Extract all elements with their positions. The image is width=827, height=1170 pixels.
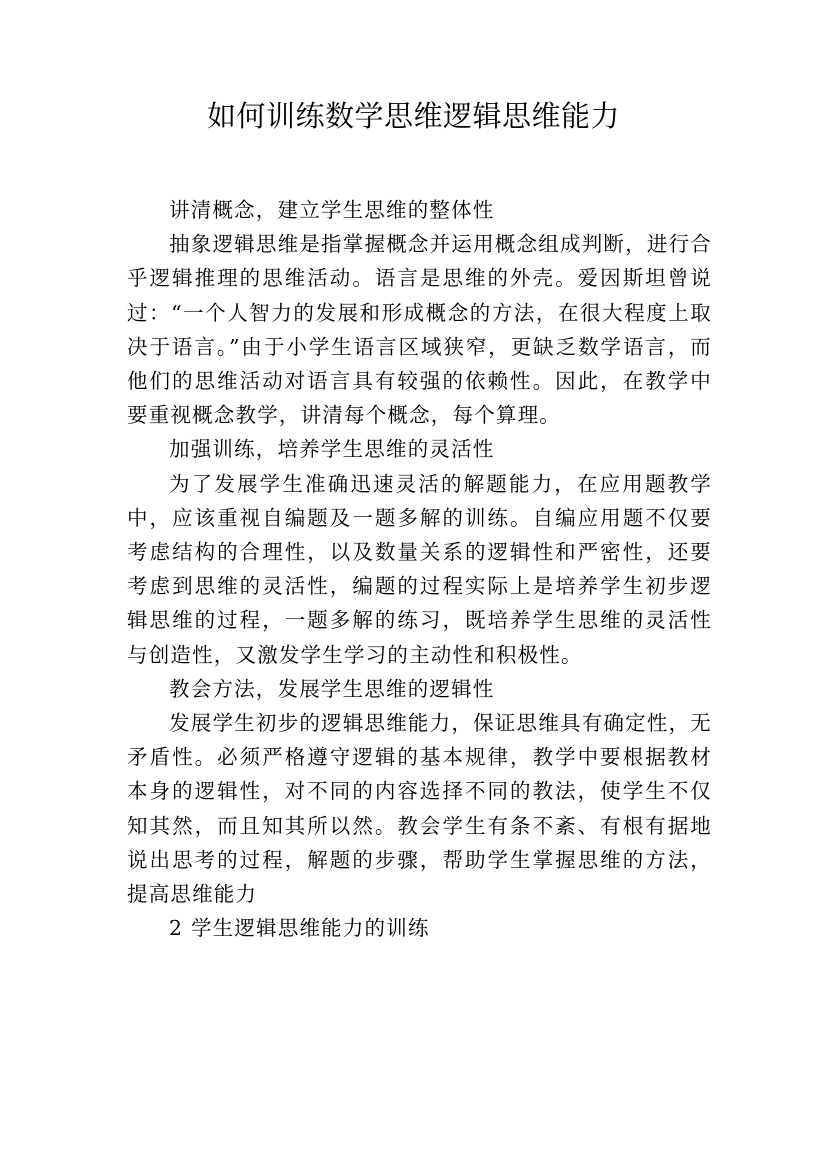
section-heading-3: 教会方法，发展学生思维的逻辑性 xyxy=(169,676,495,701)
closing-heading: 2 学生逻辑思维能力的训练 xyxy=(169,916,430,941)
section-paragraph-2: 为了发展学生准确迅速灵活的解题能力，在应用题教学中，应该重视自编题及一题多解的训练。自编应用题不仅要考虑结构的合理性，以及数量关系的逻辑性和严密性，还要考虑到思维的灵活性，编题的过程实际上是培养学生初步逻辑思维的过程，一题多解的练习，既培养学生思维的灵活性与创造性，又激发学生学习的主动性和积极性。 xyxy=(127,471,712,667)
section-heading-2: 加强训练，培养学生思维的灵活性 xyxy=(169,437,495,462)
document-title: 如何训练数学思维逻辑思维能力 xyxy=(206,99,620,133)
section-paragraph-3: 发展学生初步的逻辑思维能力，保证思维具有确定性，无矛盾性。必须严格遵守逻辑的基本规律，教学中要根据教材本身的逻辑性，对不同的内容选择不同的教法，使学生不仅知其然，而且知其所以然。教会学生有条不紊、有根有据地说出思考的过程，解题的步骤，帮助学生掌握思维的方法，提高思维能力 xyxy=(127,711,712,907)
document-body xyxy=(127,193,712,945)
section-paragraph-1: 抽象逻辑思维是指掌握概念并运用概念组成判断，进行合乎逻辑推理的思维活动。语言是思维的外壳。爱因斯坦曾说过：“一个人智力的发展和形成概念的方法，在很大程度上取决于语言。”由于小学生语言区域狭窄，更缺乏数学语言，而他们的思维活动对语言具有较强的依赖性。因此，在教学中要重视概念教学，讲清每个概念，每个算理。 xyxy=(127,232,712,428)
section-heading-1: 讲清概念，建立学生思维的整体性 xyxy=(169,198,495,222)
